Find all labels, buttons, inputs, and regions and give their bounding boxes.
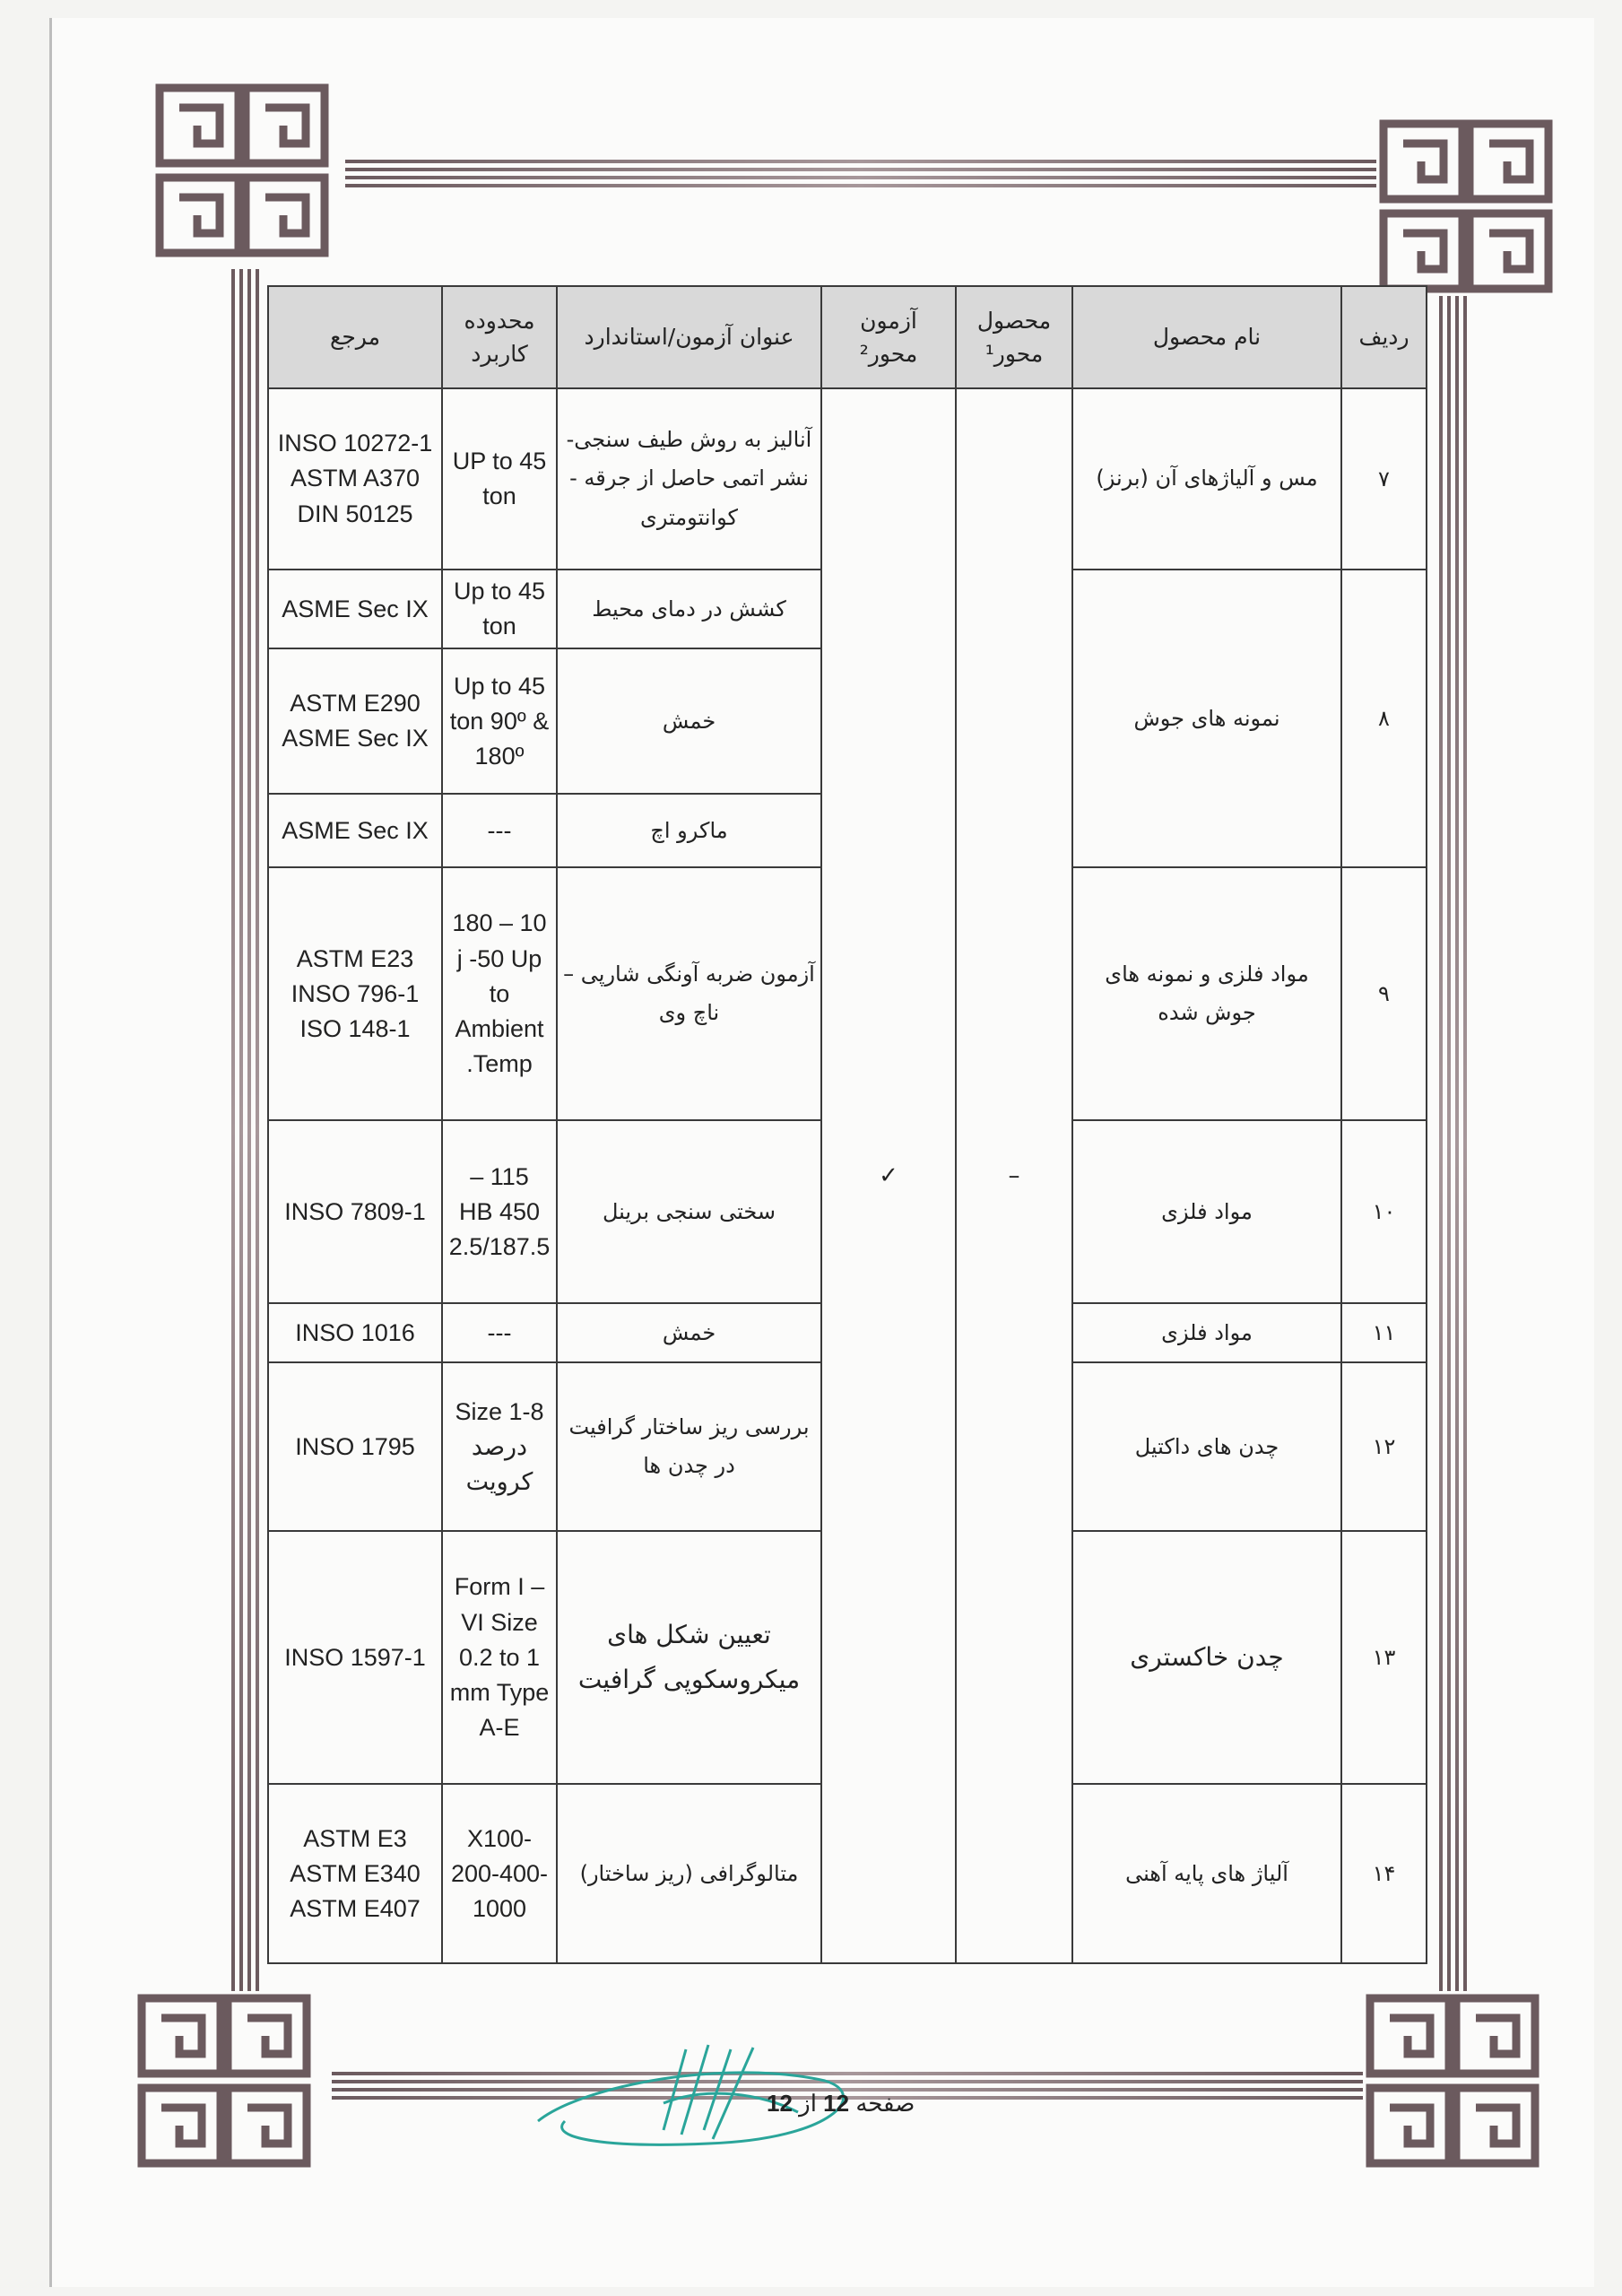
row-number: ۷ [1341, 388, 1427, 570]
product-name: آلیاژ های پایه آهنی [1072, 1784, 1341, 1963]
test-axis-mark: ✓ [821, 388, 956, 1963]
header-range: محدوده کاربرد [442, 286, 557, 388]
reference-standard: ASME Sec IX [268, 570, 442, 648]
test-scope-table [267, 285, 1427, 1964]
header-product-name: نام محصول [1072, 286, 1341, 388]
application-range: --- [442, 794, 557, 867]
product-name: چدن خاکستری [1072, 1531, 1341, 1784]
application-range: Size 1-8 درصد کرویت [442, 1362, 557, 1531]
header-product-axis: محصول محور¹ [956, 286, 1072, 388]
header-test-axis: آزمون محور² [821, 286, 956, 388]
bottom-left-ornament [134, 1991, 314, 2170]
right-border-lines [1439, 296, 1475, 1991]
test-title: بررسی ریز ساختار گرافیت در چدن ها [557, 1362, 821, 1531]
top-right-ornament [1376, 117, 1556, 296]
row-number: ۱۰ [1341, 1120, 1427, 1303]
test-title: خمش [557, 1303, 821, 1362]
application-range: 10 – 180 j -50 Up to Ambient Temp. [442, 867, 557, 1120]
row-number: ۱۲ [1341, 1362, 1427, 1531]
product-name: نمونه های جوش [1072, 570, 1341, 867]
top-border-lines [345, 160, 1376, 196]
application-range: --- [442, 1303, 557, 1362]
product-name: مواد فلزی و نمونه های جوش شده [1072, 867, 1341, 1120]
test-title: خمش [557, 648, 821, 794]
reference-standard: ASTM E23 INSO 796-1 ISO 148-1 [268, 867, 442, 1120]
header-test-title: عنوان آزمون/استاندارد [557, 286, 821, 388]
bottom-right-ornament [1363, 1991, 1542, 2170]
row-number: ۱۱ [1341, 1303, 1427, 1362]
test-title: متالوگرافی (ریز ساختار) [557, 1784, 821, 1963]
row-number: ۱۴ [1341, 1784, 1427, 1963]
product-name: مواد فلزی [1072, 1303, 1341, 1362]
application-range: Up to 45 ton [442, 570, 557, 648]
test-title: کشش در دمای محیط [557, 570, 821, 648]
reference-standard: INSO 1795 [268, 1362, 442, 1531]
product-name: مواد فلزی [1072, 1120, 1341, 1303]
reference-standard: INSO 1016 [268, 1303, 442, 1362]
test-title: سختی سنجی برینل [557, 1120, 821, 1303]
test-title: ماکرو اچ [557, 794, 821, 867]
reference-standard: ASTM E3 ASTM E340 ASTM E407 [268, 1784, 442, 1963]
top-left-ornament [152, 81, 332, 260]
application-range: Form I – VI Size 0.2 to 1 mm Type A-E [442, 1531, 557, 1784]
application-range: 115 – 450 HB 2.5/187.5 [442, 1120, 557, 1303]
application-range: Up to 45 ton 90º & 180º [442, 648, 557, 794]
reference-standard: INSO 1597-1 [268, 1531, 442, 1784]
page-number: صفحه 12 از 12 [767, 2090, 915, 2117]
table-row [268, 388, 1427, 570]
reference-standard: INSO 10272-1 ASTM A370 DIN 50125 [268, 388, 442, 570]
application-range: X100-200-400-1000 [442, 1784, 557, 1963]
product-name: مس و آلیاژهای آن (برنز) [1072, 388, 1341, 570]
header-reference: مرجع [268, 286, 442, 388]
test-title: تعیین شکل های میکروسکوپی گرافیت [557, 1531, 821, 1784]
product-name: چدن های داکتیل [1072, 1362, 1341, 1531]
left-border-lines [231, 269, 267, 1991]
reference-standard: INSO 7809-1 [268, 1120, 442, 1303]
table-header-row [268, 286, 1427, 388]
application-range: UP to 45 ton [442, 388, 557, 570]
row-number: ۱۳ [1341, 1531, 1427, 1784]
row-number: ۹ [1341, 867, 1427, 1120]
test-title: آزمون ضربه آونگی شارپی – ناچ وی [557, 867, 821, 1120]
header-row-no: ردیف [1341, 286, 1427, 388]
product-axis-mark: – [956, 388, 1072, 1963]
reference-standard: ASTM E290 ASME Sec IX [268, 648, 442, 794]
row-number: ۸ [1341, 570, 1427, 867]
reference-standard: ASME Sec IX [268, 794, 442, 867]
test-title: آنالیز به روش طیف سنجی-نشر اتمی حاصل از جرقه - کوانتومتری [557, 388, 821, 570]
